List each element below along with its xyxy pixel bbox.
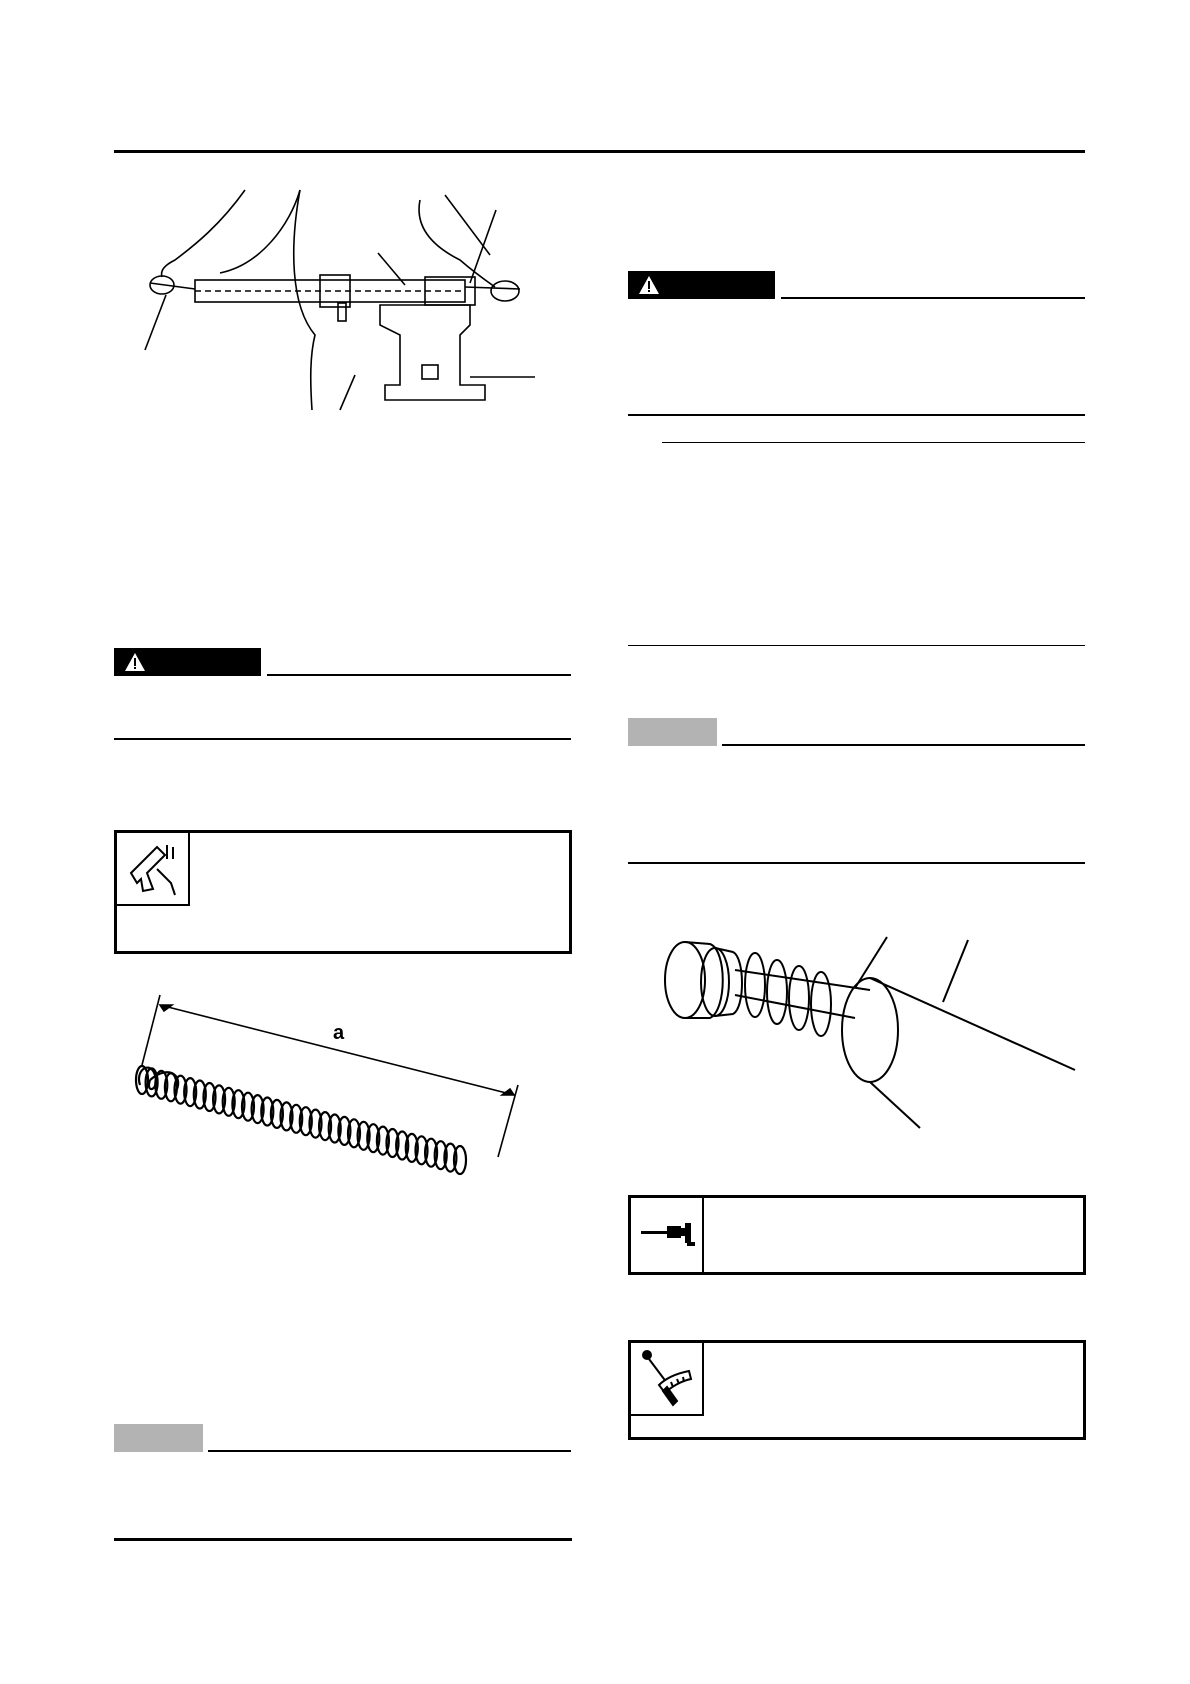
note-end-rule-right [628,862,1085,864]
caliper-icon-cell [117,833,190,906]
warning-rule-right [781,297,1085,299]
header-rule [114,150,1085,153]
caliper-icon [123,839,183,899]
note-rule-right [722,744,1085,746]
warning-triangle-icon [638,275,660,295]
grease-gun-icon [639,1218,697,1248]
warning-end-rule-left [114,738,571,740]
subsection-rule-bottom [628,645,1085,646]
warning-badge-left [114,648,261,676]
spring-length-spec-box [114,830,572,954]
grease-gun-icon-cell [631,1198,704,1272]
dimension-extension-line-left [142,995,160,1065]
note-badge-right [628,718,717,746]
warning-rule-left [267,674,571,676]
fork-disassembly-figure [140,185,540,415]
damper-rod-assembly-figure [655,930,1085,1130]
dimension-label-a: a [333,1022,345,1044]
note-end-rule-left [114,1538,572,1541]
torque-wrench-icon [637,1349,697,1409]
warning-triangle-icon [124,652,146,672]
subsection-rule-top [662,442,1085,443]
warning-badge-right [628,271,775,299]
torque-spec-box [628,1340,1086,1440]
torque-wrench-icon-cell [631,1343,704,1416]
lubricant-spec-box [628,1195,1086,1275]
note-rule-left [208,1450,571,1452]
warning-end-rule-right [628,414,1085,416]
dimension-extension-line-right [498,1085,518,1157]
note-badge-left [114,1424,203,1452]
dimension-line-a [160,1005,514,1095]
spring-free-length-figure [130,985,530,1205]
